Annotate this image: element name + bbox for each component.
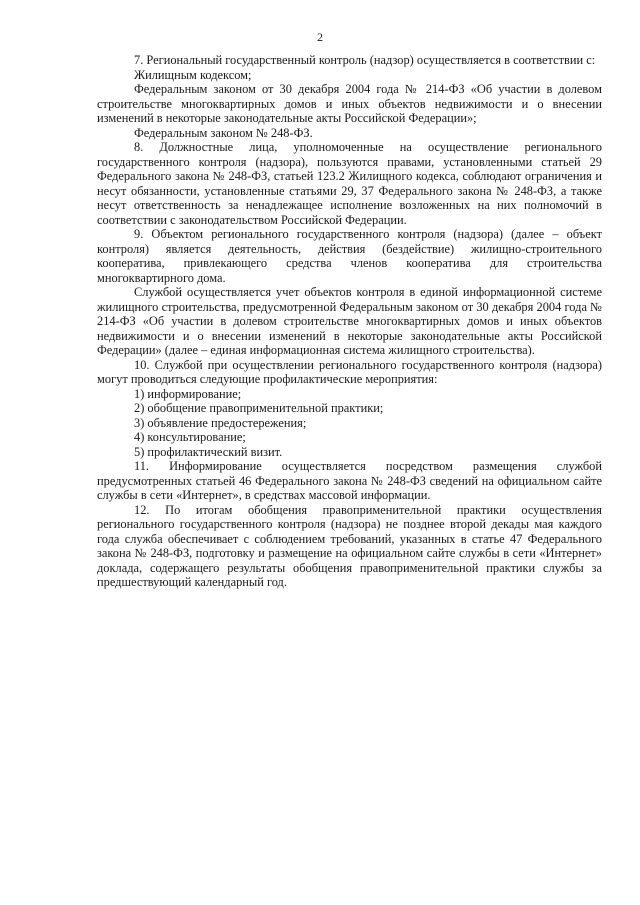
list-item: 2) обобщение правоприменительной практики; (134, 401, 384, 415)
page-number: 2 (317, 30, 323, 44)
document-body (97, 53, 602, 590)
list-item: 1) информирование; (134, 386, 242, 401)
paragraph-9-registry: Службой осуществляется учет объектов контроля в единой информационной системе жилищного строительства, предусмотренной Федеральным законом от 30 декабря 2004 года № 214-ФЗ «Об участии в долевом строительстве многоквартирных домов и иных объектов недвижимости и о внесении изменений в некоторые законодательные акты Российской Федерации» (далее – единая информационная система жилищного строительства). (97, 285, 602, 357)
paragraph-7: 7. Региональный государственный контроль (надзор) осуществляется в соответствии с: (134, 53, 596, 67)
paragraph-8: 8. Должностные лица, уполномоченные на осуществление регионального государственного контроля (надзора), пользуются правами, установленными статьей 29 Федерального закона № 248-ФЗ, статьей 123.2 Жилищного кодекса, соблюдают ограничения и несут обязанности, установленные статьями 29, 37 Федерального закона № 248-ФЗ, а также несут ответственность за ненадлежащее исполнение возложенных на них полномочий в соответствии с законодательством Российской Федерации. (97, 140, 602, 227)
list-item: 3) объявление предостережения; (134, 415, 307, 430)
paragraph-7-law-248: Федеральным законом № 248-ФЗ. (134, 125, 313, 140)
paragraph-7-housing-code: Жилищным кодексом; (134, 67, 252, 82)
list-item: 5) профилактический визит. (134, 444, 283, 459)
paragraph-12: 12. По итогам обобщения правоприменительной практики осуществления регионального государственного контроля (надзора) не позднее второй декады мая каждого года служба обеспечивает с соблюдением требований, указанных в статье 47 Федерального закона № 248-ФЗ, подготовку и размещение на официальном сайте службы в сети «Интернет» доклада, содержащего результаты обобщения правоприменительной практики службы за предшествующий календарный год. (97, 502, 602, 589)
list-item: 4) консультирование; (134, 430, 246, 444)
paragraph-7-law-214: Федеральным законом от 30 декабря 2004 года № 214-ФЗ «Об участии в долевом строительстве многоквартирных домов и иных объектов недвижимости и о внесении изменений в некоторые законодательные акты Российской Федерации»; (97, 82, 602, 125)
paragraph-10: 10. Службой при осуществлении регионального государственного контроля (надзора) могут проводиться следующие профилактические мероприятия: (97, 357, 602, 386)
paragraph-9: 9. Объектом регионального государственного контроля (надзора) (далее – объект контроля) является деятельность, действия (бездействие) жилищно-строительного кооператива, привлекающего средства членов кооператива для строительства многоквартирного дома. (97, 227, 602, 285)
paragraph-11: 11. Информирование осуществляется посредством размещения службой предусмотренных статьей 46 Федерального закона № 248-ФЗ сведений на официальном сайте службы в сети «Интернет», в средствах массовой информации. (97, 459, 602, 502)
